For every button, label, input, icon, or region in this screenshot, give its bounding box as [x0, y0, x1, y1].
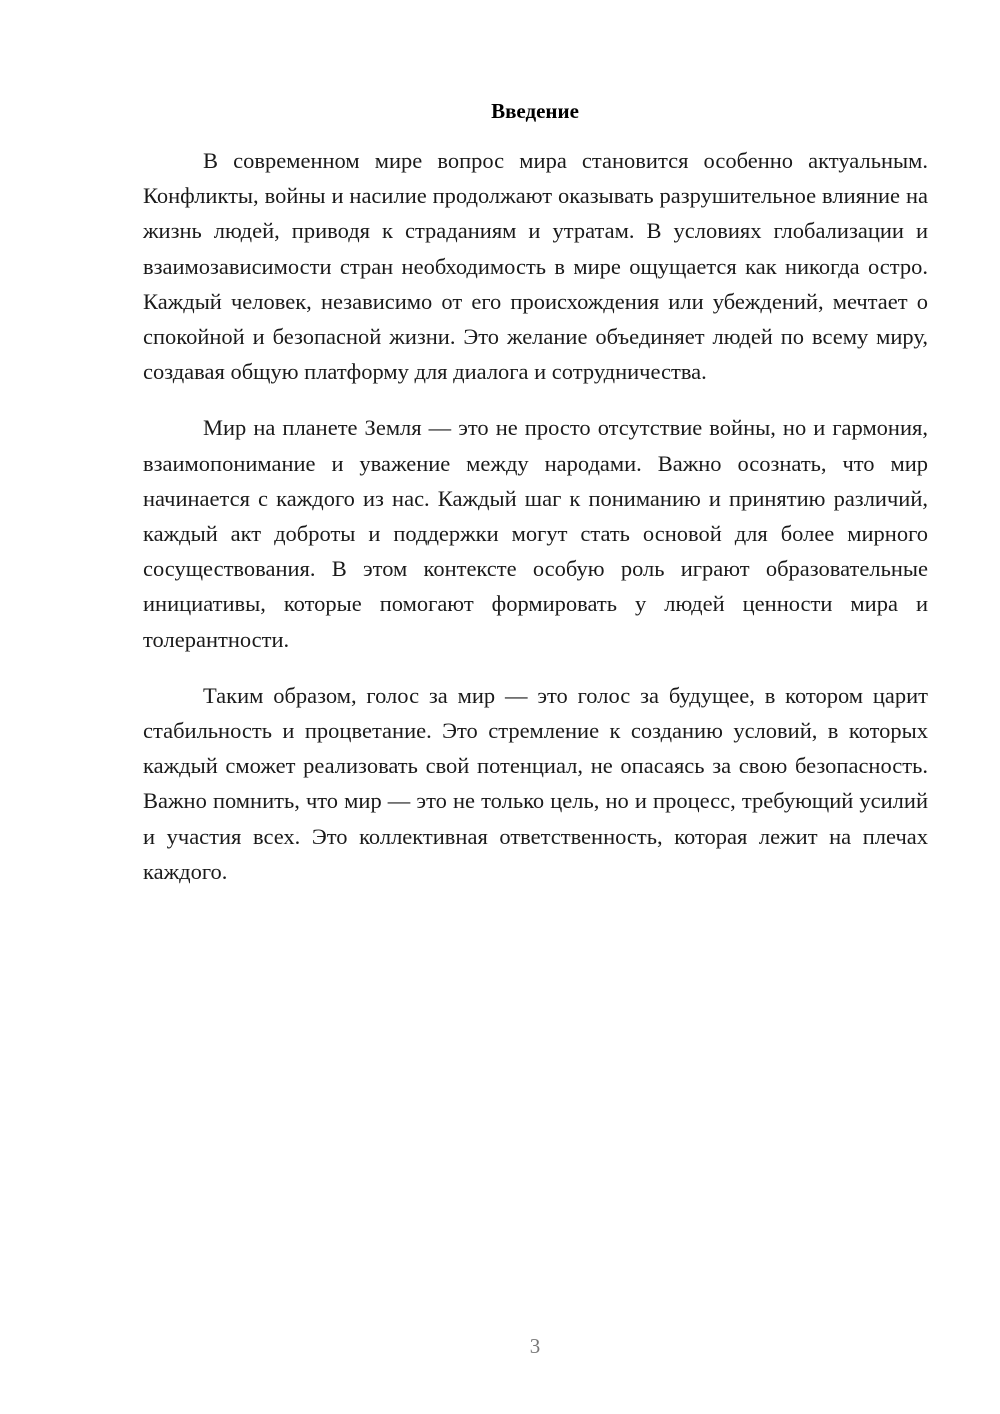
paragraph-2: Мир на планете Земля — это не просто отсутствие войны, но и гармония, взаимопонимание и уважение между народами. Важно осознать, что мир начинается с каждого из нас. Каждый шаг к пониманию и принятию различий, каждый акт доброты и поддержки могут стать основой для более мирного сосуществования. В этом контексте особую роль играют образовательные инициативы, которые помогают формировать у людей ценности мира и толерантности.: [143, 415, 928, 652]
paragraph-3: Таким образом, голос за мир — это голос за будущее, в котором царит стабильность и процветание. Это стремление к созданию условий, в которых каждый сможет реализовать свой потенциал, не опасаясь за свою безопасность. Важно помнить, что мир — это не только цель, но и процесс, требующий усилий и участия всех. Это коллективная ответственность, которая лежит на плечах каждого.: [143, 682, 928, 884]
page-number: 3: [529, 1334, 541, 1358]
section-heading: Введение: [491, 99, 579, 123]
body-text: [143, 143, 928, 910]
paragraph-1: В современном мире вопрос мира становится особенно актуальным. Конфликты, войны и насилие продолжают оказывать разрушительное влияние на жизнь людей, приводя к страданиям и утратам. В условиях глобализации и взаимозависимости стран необходимость в мире ощущается как никогда остро. Каждый человек, независимо от его происхождения или убеждений, мечтает о спокойной и безопасной жизни. Это желание объединяет людей по всему миру, создавая общую платформу для диалога и сотрудничества.: [143, 148, 928, 385]
